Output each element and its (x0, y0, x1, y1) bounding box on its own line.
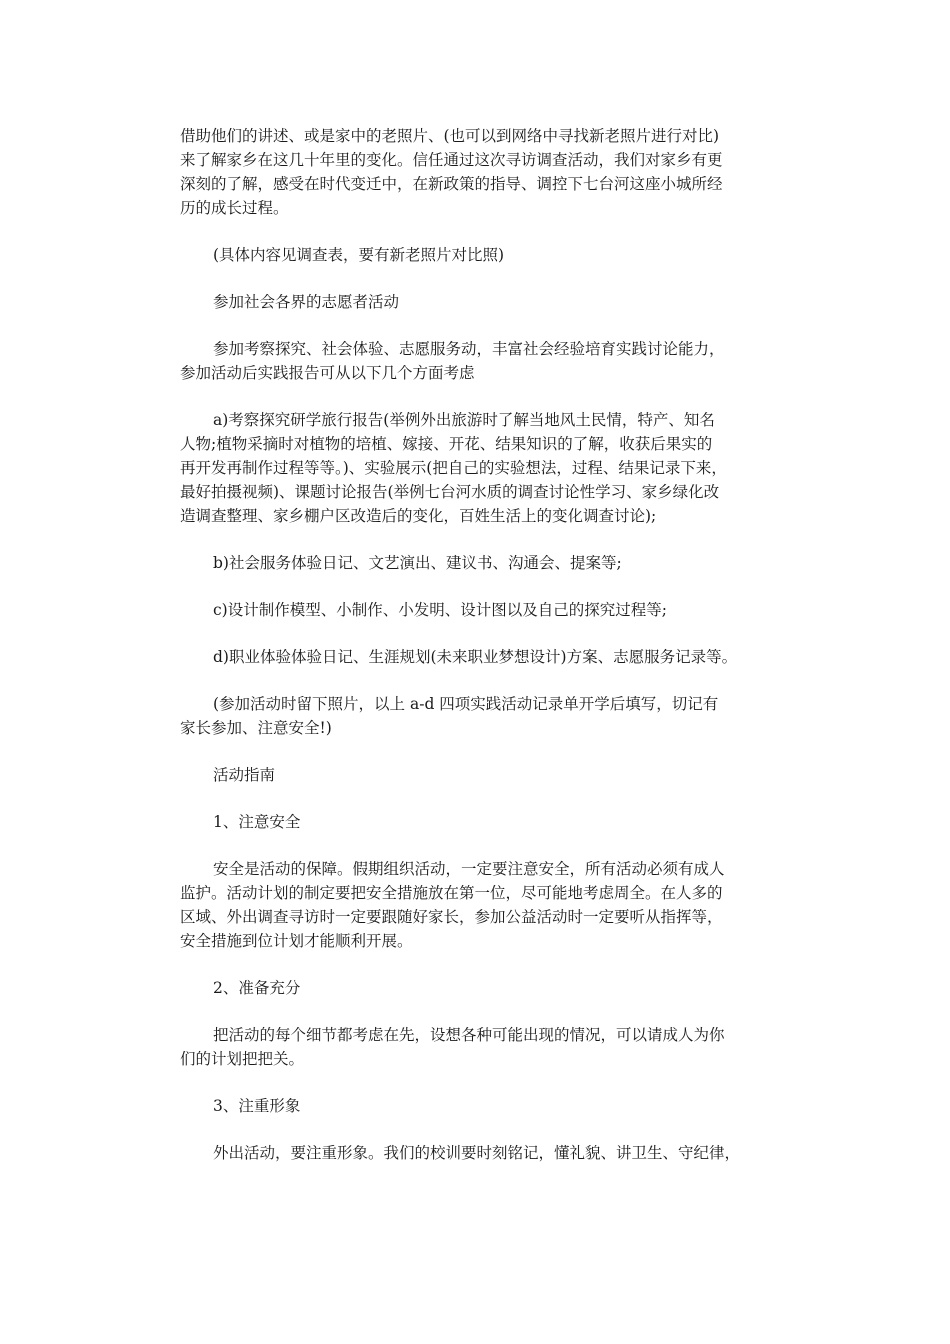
paragraph-p5 (180, 408, 785, 528)
text-line: b)社会服务体验日记、文艺演出、建议书、沟通会、提案等; (213, 554, 622, 572)
paragraph-p14 (180, 1023, 785, 1071)
text-line: 安全是活动的保障。假期组织活动，一定要注意安全，所有活动必须有成人 (213, 860, 725, 878)
text-line: 参加社会各界的志愿者活动 (213, 293, 400, 311)
text-line: (具体内容见调查表，要有新老照片对比照) (213, 246, 505, 264)
paragraph-p15 (180, 1094, 785, 1118)
text-line: 最好拍摄视频)、课题讨论报告(举例七台河水质的调查讨论性学习、家乡绿化改 (180, 483, 720, 501)
paragraph-p16 (180, 1141, 785, 1165)
text-line: 参加考察探究、社会体验、志愿服务动，丰富社会经验培育实践讨论能力， (213, 340, 725, 358)
text-line: 监护。活动计划的制定要把安全措施放在第一位，尽可能地考虑周全。在人多的 (180, 884, 723, 902)
text-line: a)考察探究研学旅行报告(举例外出旅游时了解当地风土民情，特产、知名 (213, 411, 715, 429)
paragraph-p11 (180, 810, 785, 834)
text-line: 们的计划把把关。 (180, 1050, 305, 1068)
text-line: 区域、外出调查寻访时一定要跟随好家长，参加公益活动时一定要听从指挥等， (180, 908, 723, 926)
paragraph-p10 (180, 763, 785, 787)
text-line: 安全措施到位计划才能顺利开展。 (180, 932, 413, 950)
paragraph-p3 (180, 290, 785, 314)
text-line: c)设计制作模型、小制作、小发明、设计图以及自己的探究过程等; (213, 601, 667, 619)
text-line: 历的成长过程。 (180, 199, 289, 217)
paragraph-p7 (180, 598, 785, 622)
paragraph-p2 (180, 243, 785, 267)
text-line: 人物;植物采摘时对植物的培植、嫁接、开花、结果知识的了解，收获后果实的 (180, 435, 713, 453)
paragraph-p1 (180, 124, 785, 220)
text-line: d)职业体验体验日记、生涯规划(未来职业梦想设计)方案、志愿服务记录等。 (213, 648, 738, 666)
text-line: 3、注重形象 (213, 1097, 301, 1115)
paragraph-p12 (180, 857, 785, 953)
paragraph-p8 (180, 645, 785, 669)
paragraph-p4 (180, 337, 785, 385)
document-body (180, 124, 785, 1165)
text-line: 家长参加、注意安全!) (180, 719, 332, 737)
text-line: 再开发再制作过程等等。)、实验展示(把自己的实验想法，过程、结果记录下来， (180, 459, 727, 477)
text-line: 借助他们的讲述、或是家中的老照片、(也可以到网络中寻找新老照片进行对比) (180, 127, 720, 145)
text-line: 1、注意安全 (213, 813, 301, 831)
text-line: 造调查整理、家乡棚户区改造后的变化，百姓生活上的变化调查讨论); (180, 507, 657, 525)
paragraph-p9 (180, 692, 785, 740)
text-line: 2、准备充分 (213, 979, 301, 997)
text-line: 活动指南 (213, 766, 276, 784)
paragraph-p13 (180, 976, 785, 1000)
text-line: 深刻的了解，感受在时代变迁中，在新政策的指导、调控下七台河这座小城所经 (180, 175, 723, 193)
text-line: 参加活动后实践报告可从以下几个方面考虑 (180, 364, 475, 382)
text-line: (参加活动时留下照片，以上 a-d 四项实践活动记录单开学后填写，切记有 (213, 695, 719, 713)
text-line: 来了解家乡在这几十年里的变化。信任通过这次寻访调查活动，我们对家乡有更 (180, 151, 723, 169)
text-line: 把活动的每个细节都考虑在先，设想各种可能出现的情况，可以请成人为你 (213, 1026, 725, 1044)
text-line: 外出活动，要注重形象。我们的校训要时刻铭记，懂礼貌、讲卫生、守纪律， (213, 1144, 741, 1162)
paragraph-p6 (180, 551, 785, 575)
